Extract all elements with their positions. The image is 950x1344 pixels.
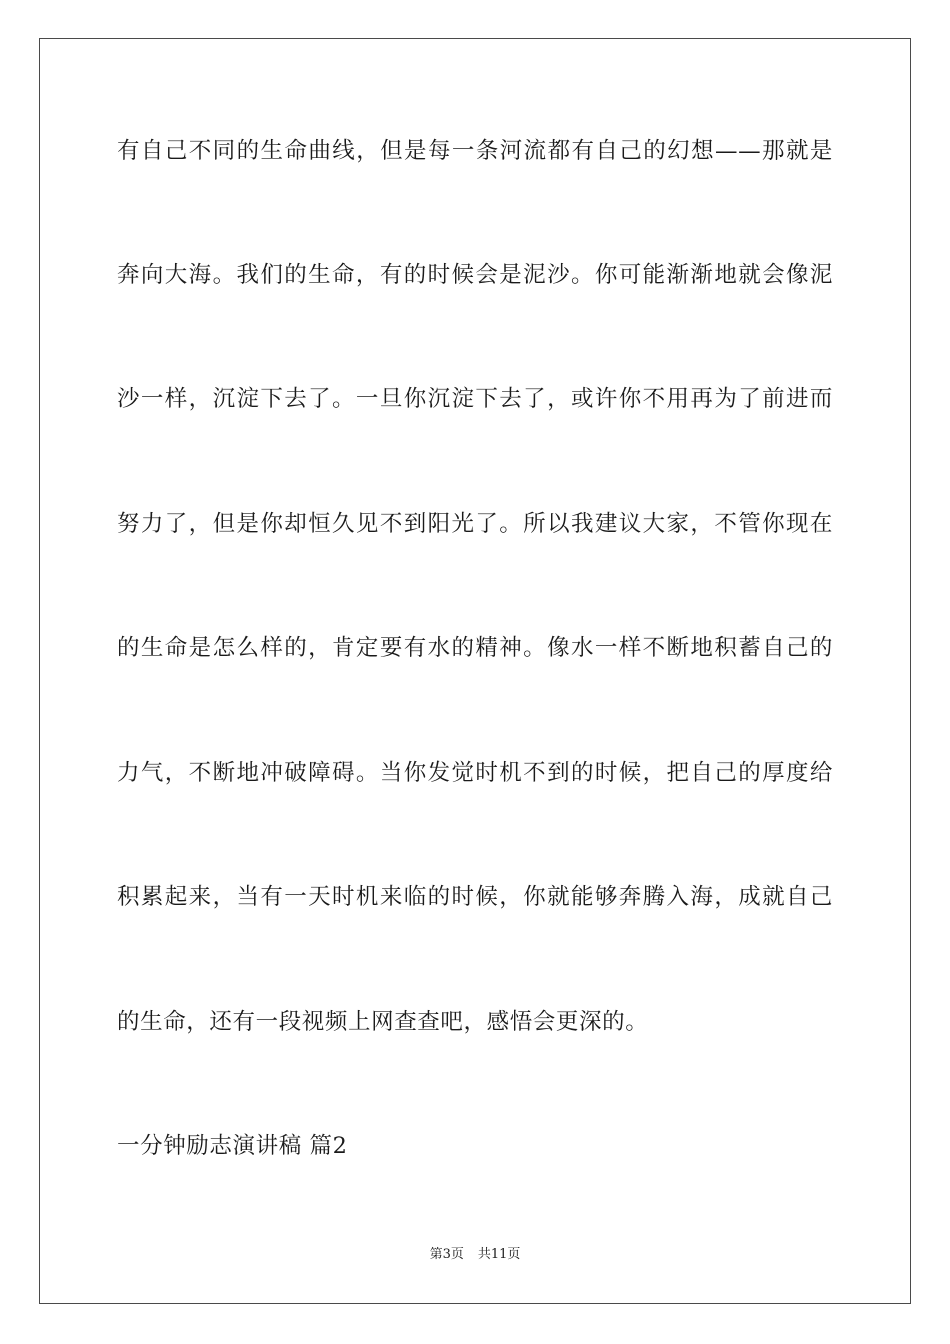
page-footer <box>0 1246 950 1264</box>
body-line-8: 的生命，还有一段视频上网查查吧，感悟会更深的。 <box>117 1009 649 1035</box>
section-heading: 一分钟励志演讲稿 篇2 <box>117 1133 348 1159</box>
page-number-current: 第3页 <box>429 1247 464 1262</box>
body-line-1: 有自己不同的生命曲线，但是每一条河流都有自己的幻想——那就是 <box>117 138 833 164</box>
page-frame <box>39 38 911 1304</box>
body-line-4: 努力了，但是你却恒久见不到阳光了。所以我建议大家，不管你现在 <box>117 511 833 537</box>
body-line-2: 奔向大海。我们的生命，有的时候会是泥沙。你可能渐渐地就会像泥 <box>117 262 833 288</box>
body-line-3: 沙一样，沉淀下去了。一旦你沉淀下去了，或许你不用再为了前进而 <box>117 386 833 412</box>
body-line-6: 力气，不断地冲破障碍。当你发觉时机不到的时候，把自己的厚度给 <box>117 760 833 786</box>
body-line-5: 的生命是怎么样的，肯定要有水的精神。像水一样不断地积蓄自己的 <box>117 635 833 661</box>
page-number-total: 共11页 <box>477 1247 521 1262</box>
body-line-7: 积累起来，当有一天时机来临的时候，你就能够奔腾入海，成就自己 <box>117 884 833 910</box>
